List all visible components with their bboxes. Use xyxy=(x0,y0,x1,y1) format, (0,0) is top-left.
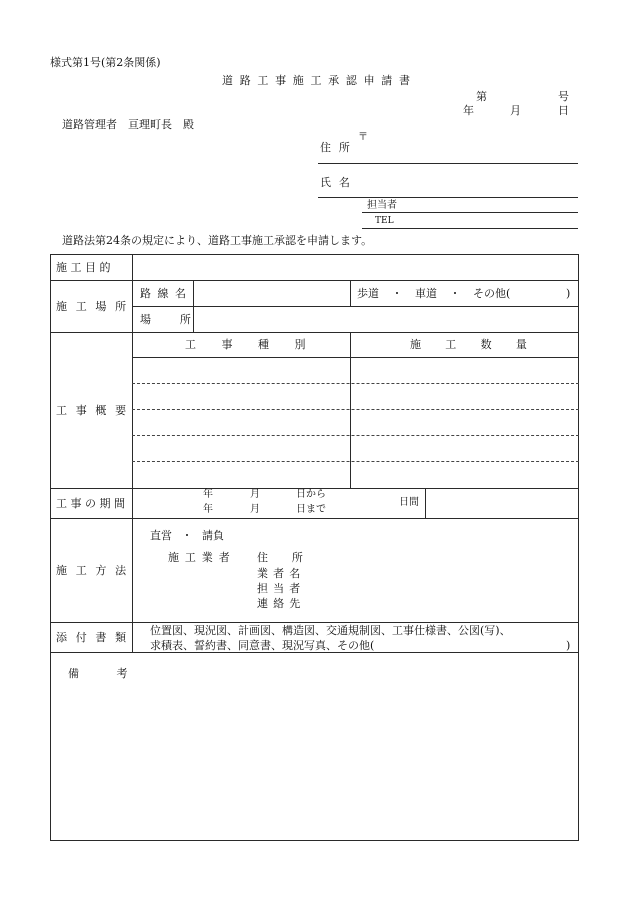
location-label: 施 工 場 所 xyxy=(56,300,129,313)
contractor-company-label: 業 者 名 xyxy=(257,567,301,580)
place-label: 場 所 xyxy=(140,313,204,326)
attachments-line-1: 位置図、現況図、計画図、構造図、交通規制図、工事仕様書、公図(写)、 xyxy=(150,624,511,637)
form-title: 道 路 工 事 施 工 承 認 申 請 書 xyxy=(222,74,412,87)
row-divider-location xyxy=(50,332,579,333)
overview-dashed-line xyxy=(132,461,579,462)
period-days-divider xyxy=(425,488,426,518)
applicant-address-label: 住 所 xyxy=(320,141,353,154)
application-statement: 道路法第24条の規定により、道路工事施工承認を申請します。 xyxy=(62,234,373,247)
tel-line xyxy=(362,228,578,229)
date-day-label: 日 xyxy=(558,104,569,117)
attachments-close: ) xyxy=(566,639,571,652)
table-bottom-border xyxy=(50,840,579,841)
overview-label: 工 事 概 要 xyxy=(56,404,129,417)
work-type-header: 工 事 種 別 xyxy=(185,338,317,351)
row-divider-period xyxy=(50,518,579,519)
contractor-label: 施 工 業 者 xyxy=(168,551,231,564)
road-type-options-close: ) xyxy=(566,287,571,300)
period-start-year: 年 xyxy=(203,489,213,500)
overview-header-divider xyxy=(132,357,579,358)
contractor-address-label: 住 所 xyxy=(257,551,314,564)
number-prefix: 第 xyxy=(476,90,487,103)
contractor-contact-label: 連 絡 先 xyxy=(257,597,301,610)
overview-dashed-line xyxy=(132,383,579,384)
date-year-label: 年 xyxy=(463,104,474,117)
period-end-month: 月 xyxy=(250,504,260,515)
period-label: 工 事 の 期 間 xyxy=(56,497,125,510)
date-month-label: 月 xyxy=(510,104,521,117)
purpose-label: 施 工 目 的 xyxy=(56,261,111,274)
method-label: 施 工 方 法 xyxy=(56,564,129,577)
form-number: 様式第1号(第2条関係) xyxy=(50,56,161,69)
method-options: 直営 ・ 請負 xyxy=(150,529,224,542)
period-start-day: 日から xyxy=(296,489,326,500)
postal-mark: 〒 xyxy=(358,132,368,143)
table-right-border xyxy=(578,254,579,840)
contractor-person-label: 担 当 者 xyxy=(257,582,301,595)
attachments-label: 添 付 書 類 xyxy=(56,631,129,644)
table-top-border xyxy=(50,254,579,255)
row-divider-method xyxy=(50,622,579,623)
row-divider-purpose xyxy=(50,280,579,281)
row-divider-attachments xyxy=(50,652,579,653)
overview-dashed-line xyxy=(132,435,579,436)
tel-label: TEL xyxy=(375,216,394,226)
period-end-year: 年 xyxy=(203,504,213,515)
route-name-label: 路 線 名 xyxy=(140,287,188,300)
contact-person-line xyxy=(362,212,578,213)
route-options-divider xyxy=(350,280,351,306)
road-type-options: 歩道 ・ 車道 ・ その他( xyxy=(357,287,511,300)
contact-person-label: 担当者 xyxy=(367,200,397,211)
period-days-suffix: 日間 xyxy=(399,497,419,508)
table-left-border xyxy=(50,254,51,840)
remarks-label: 備 考 xyxy=(68,667,145,680)
label-column-divider xyxy=(132,254,133,652)
overview-column-divider xyxy=(350,332,351,488)
attachments-line-2: 求積表、誓約書、同意書、現況写真、その他( xyxy=(150,639,375,652)
quantity-header: 施 工 数 量 xyxy=(410,338,538,351)
location-subrow-divider xyxy=(132,306,579,307)
applicant-name-label: 氏 名 xyxy=(320,176,353,189)
applicant-name-line xyxy=(318,197,578,198)
applicant-address-line xyxy=(318,163,578,164)
period-end-day: 日まで xyxy=(296,504,326,515)
overview-dashed-line xyxy=(132,409,579,410)
period-start-month: 月 xyxy=(250,489,260,500)
addressee: 道路管理者 亘理町長 殿 xyxy=(62,118,194,131)
number-suffix: 号 xyxy=(558,90,569,103)
